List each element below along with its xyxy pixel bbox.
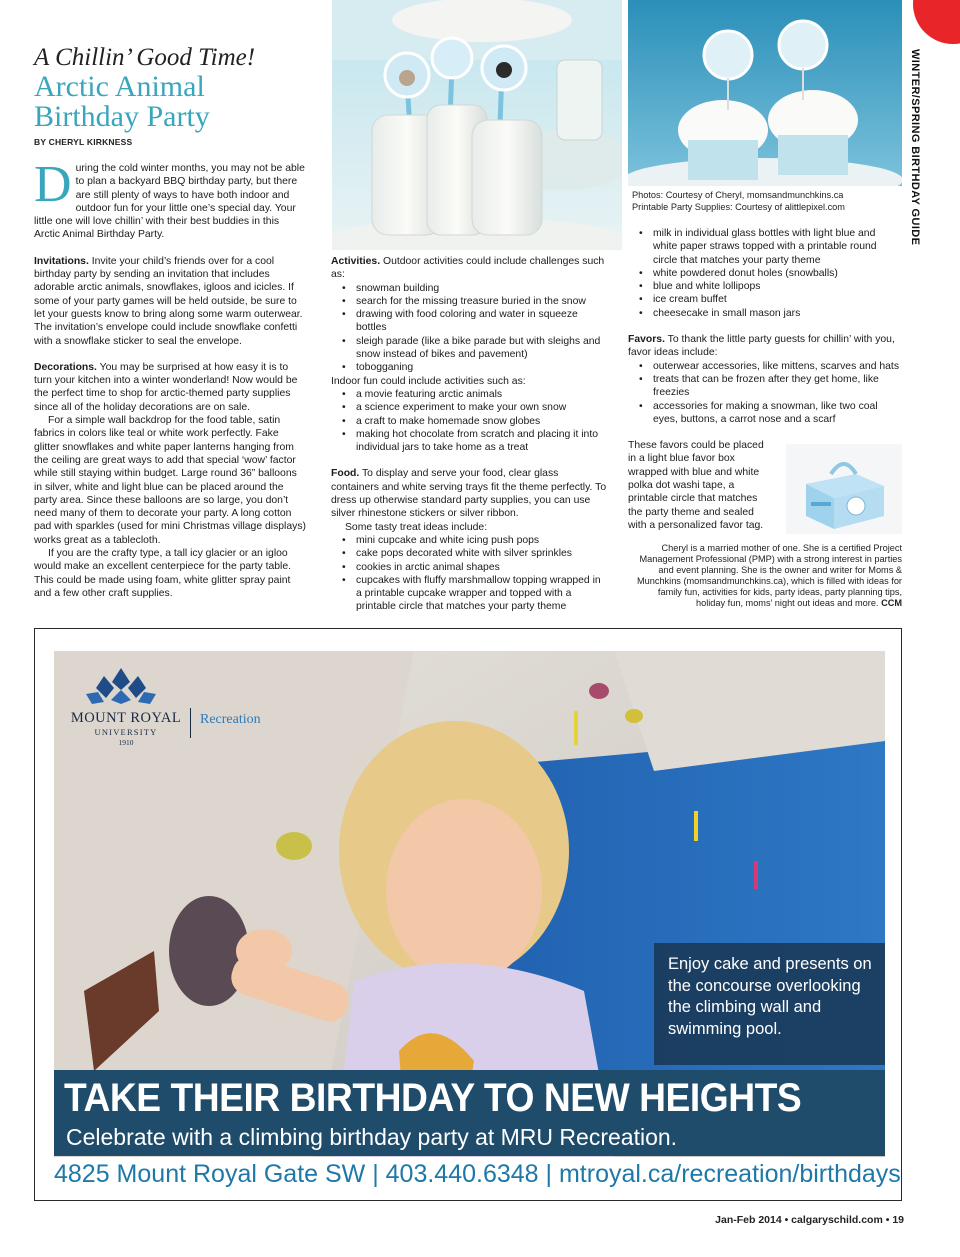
list-item: • milk in individual glass bottles with light blue and white paper straws topped with a printable round circle that matches your party theme [628,227,902,267]
list-item: • mini cupcake and white icing push pops [331,534,607,547]
page-footer: Jan-Feb 2014 • calgaryschild.com • 19 [715,1214,904,1226]
article-byline: BY CHERYL KIRKNESS [34,137,133,147]
article-title [34,72,324,132]
ad-headline: TAKE THEIR BIRTHDAY TO NEW HEIGHTS [64,1076,802,1120]
list-item: • ice cream buffet [628,293,902,306]
drop-cap: D [34,156,72,213]
photo-credit-line-2: Printable Party Supplies: Courtesy of alittlepixel.com [632,201,845,212]
food-text: To display and serve your food, clear glass containers and white serving trays fit the theme perfectly. To dress up otherwise standard party supplies, you can use silver rhinestone stickers or silver ribbon. [331,468,607,520]
list-item: • a science experiment to make your own snow [331,401,607,414]
author-bio-text: Cheryl is a married mother of one. She is a certified Project Management Professional (PMP) with a strong interest in parties and event planning. She is the owner and writer for Moms & Munchkins (momsandmunchkins.ca), which is filled with ideas for family fun, activities for kids, party ideas, party planning tips, holiday fun, moms’ night out ideas and more. [636,543,902,608]
article-column-1 [34,156,306,600]
list-item: • cookies in arctic animal shapes [331,561,607,574]
article-kicker: A Chillin’ Good Time! [34,44,256,71]
list-item: • a craft to make homemade snow globes [331,415,607,428]
list-item: • cheesecake in small mason jars [628,307,902,320]
photo-credit-line-1: Photos: Courtesy of Cheryl, momsandmunchkins.ca [632,190,844,200]
food-heading: Food. [331,468,360,480]
photo-cupcakes [628,0,902,186]
list-item: • making hot chocolate from scratch and placing it into individual jars to take home as a treat [331,428,607,455]
food-intro: Some tasty treat ideas include: [345,521,488,533]
mount-royal-logo [66,668,276,750]
list-item: • cake pops decorated white with silver sprinkles [331,547,607,560]
mountain-star-icon [86,668,156,704]
list-item: • snowman building [331,282,607,295]
section-side-tab [902,50,928,270]
list-item: • treats that can be frozen after they get home, like freezies [628,373,902,400]
list-item: • white powdered donut holes (snowballs) [628,267,902,280]
photo-favor-box [786,444,902,534]
intro-text: uring the cold winter months, you may not be able to plan a backyard BBQ birthday party, but there are still plenty of ways to have both indoor and outdoor fun for your little one’s special day. Your little one will love chillin’ with their best buddies in this Arctic Animal Birthday Party. [34,163,305,241]
list-item: • blue and white lollipops [628,280,902,293]
ad-promo-box [654,943,885,1065]
milk-bottles-illustration [332,0,622,250]
decorations-paragraph-3: If you are the crafty type, a tall icy glacier or an igloo would make an excellent centerpiece for the party table. This could be made using foam, white glitter spray paint and a few other craft supplies. [34,548,292,599]
author-bio [628,543,902,609]
title-line-1: Arctic Animal [34,70,205,103]
favors-paragraph-2: These favors could be placed in a light blue favor box wrapped with blue and white polka dot washi tape, a printable circle that matches the party theme and sealed with a personalized favor tag. [628,440,764,531]
list-item: • search for the missing treasure buried in the snow [331,295,607,308]
invitations-text: Invite your child’s friends over for a cool birthday party by sending an invitation that includes adorable arctic animals, snowflakes, igloos and icicles. If some of your party games will be held outside, be sure to let your guests know to bring along some warm outerwear. The invitation’s envelope could include snowflake confetti with a snowflake sticker to seal the envelope. [34,255,303,347]
favors-list [628,360,902,426]
ad-promo-text: Enjoy cake and presents on the concourse overlooking the climbing wall and swimming pool. [668,955,872,1038]
list-item: • cupcakes with fluffy marshmallow topping wrapped in a printable cupcake wrapper and topped with a printable circle that matches your party theme [331,574,607,614]
photo-milk-bottles [332,0,622,250]
list-item: • tobogganing [331,361,607,374]
activities-text: Outdoor activities could include challenges such as: [331,256,605,281]
outdoor-activities-list [331,282,607,375]
decorations-heading: Decorations. [34,361,97,373]
logo-divider [190,708,191,738]
list-item: • drawing with food coloring and water in squeeze bottles [331,308,607,335]
article-column-2 [331,255,607,614]
magazine-sign-off: CCM [881,598,902,608]
activities-heading: Activities. [331,256,381,267]
invitations-heading: Invitations. [34,255,89,267]
title-line-2: Birthday Party [34,100,210,133]
list-item: • a movie featuring arctic animals [331,388,607,401]
ad-subheadline: Celebrate with a climbing birthday party at MRU Recreation. [66,1124,678,1150]
logo-university-sub: UNIVERSITY [94,727,158,737]
decorations-text: You may be surprised at how easy it is to turn your kitchen into a winter wonderland! Now would be the perfect time to shop for arctic-themed party supplies since all of the holiday decorations are on sale. [34,361,298,413]
list-item: • outerwear accessories, like mittens, scarves and hats [628,360,902,373]
logo-year: 1910 [118,738,134,747]
indoor-activities-list [331,388,607,454]
decorations-paragraph-2: For a simple wall backdrop for the food table, satin fabrics in colors like teal or white work perfectly. Fake glitter snowflakes and white paper lanterns hanging from the ceiling are great ways to add that special ‘wow’ factor while still staying within budget. Large round 36” balloons in silver, white and light blue can be placed around the party area. Since these balloons are so large, you don’t need many of them to decorate your party. A long cotton pad with sparkles (used for mini Christmas village displays) works great as a tablecloth. [34,415,306,546]
indoor-intro: Indoor fun could include activities such as: [331,375,526,387]
list-item: • sleigh parade (like a bike parade but with sleighs and snow instead of bikes and pavement) [331,335,607,362]
favors-text: To thank the little party guests for chillin’ with you, favor ideas include: [628,334,895,359]
side-tab-label: WINTER/SPRING BIRTHDAY GUIDE [909,49,921,246]
section-tab-circle [913,0,960,44]
logo-department: Recreation [200,712,261,727]
food-list-continued [628,227,902,320]
photo-credit [632,190,845,213]
cupcakes-illustration [628,0,902,186]
logo-university-name: MOUNT ROYAL [70,710,182,726]
food-list [331,534,607,614]
list-item: • accessories for making a snowman, like two coal eyes, buttons, a carrot nose and a scarf [628,400,902,427]
favors-heading: Favors. [628,334,665,346]
favor-box-illustration [786,444,902,534]
ad-contact-line: 4825 Mount Royal Gate SW | 403.440.6348 | mtroyal.ca/recreation/birthdays [54,1160,901,1188]
